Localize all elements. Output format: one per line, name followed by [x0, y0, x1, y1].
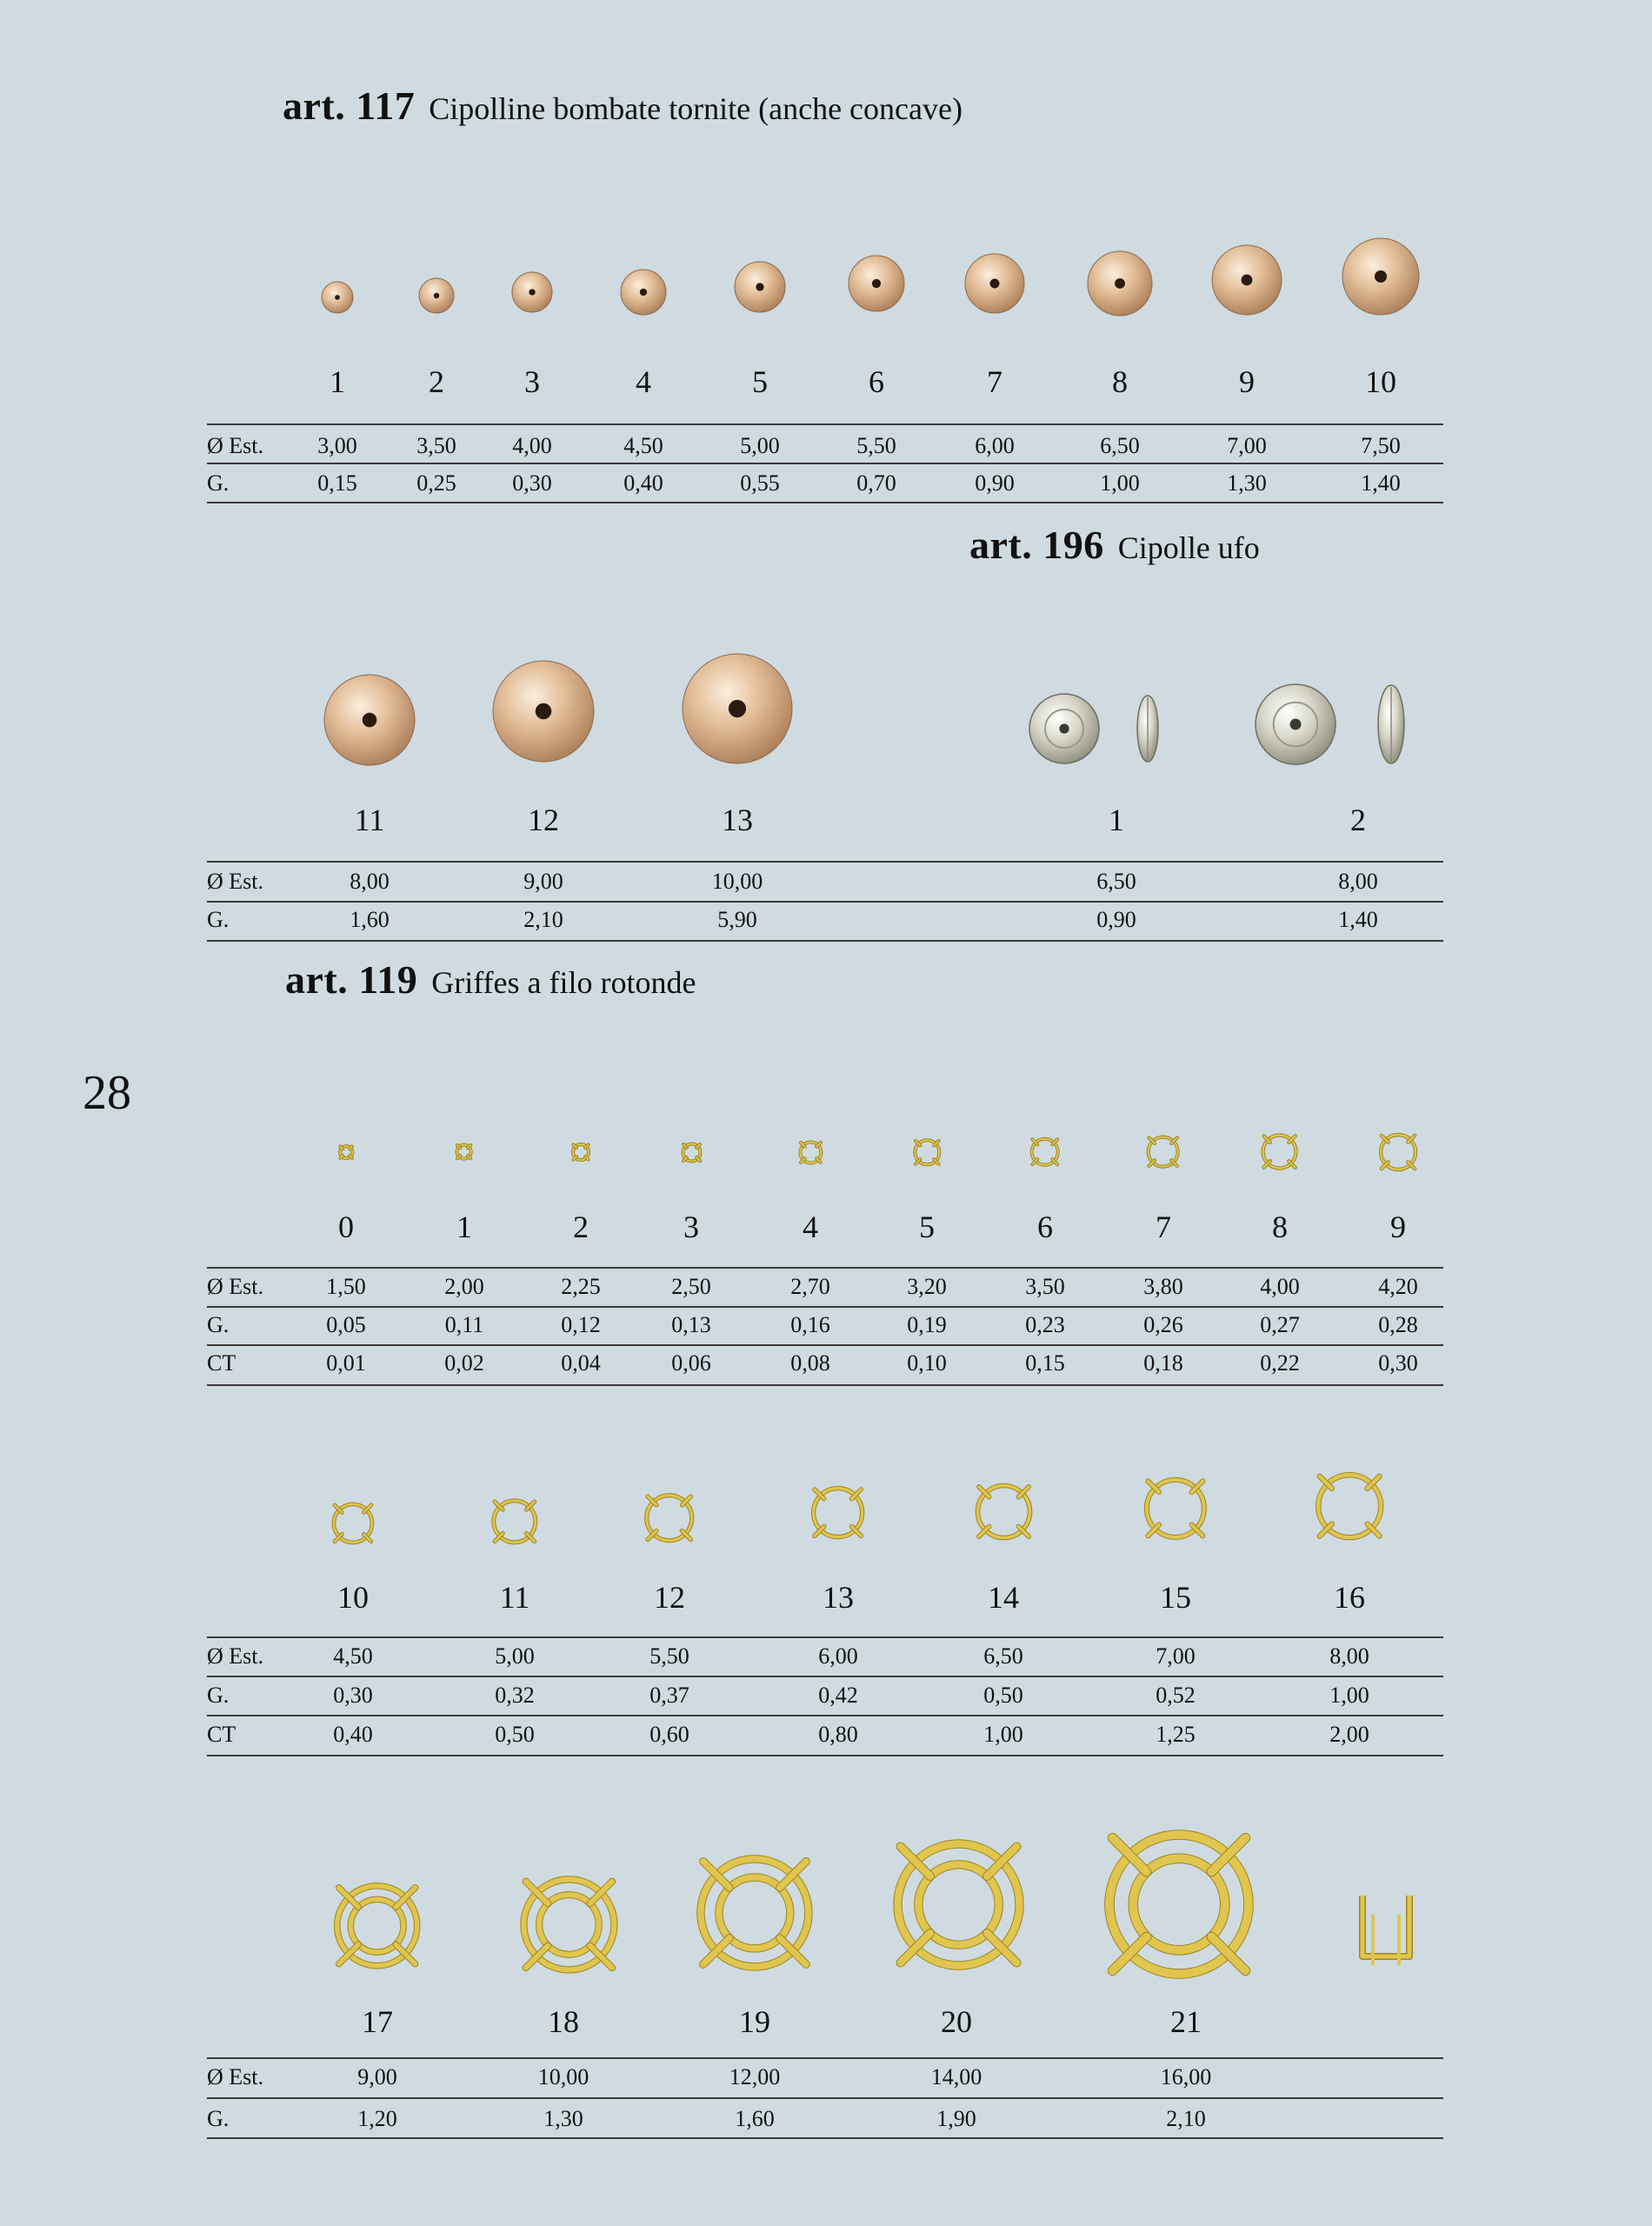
ct-value: 0,01 [326, 1350, 366, 1376]
g-value: 0,12 [561, 1312, 601, 1337]
item-number: 5 [919, 1210, 935, 1244]
wire-setting-icon [1256, 1128, 1303, 1176]
table-rule [207, 1344, 1443, 1346]
g-value: 0,11 [444, 1312, 484, 1337]
g-value: 0,15 [317, 470, 357, 496]
item-number: 2 [429, 364, 444, 399]
wire-setting-icon [1142, 1130, 1184, 1173]
g-value: 1,20 [357, 2106, 397, 2131]
item-number: 16 [1334, 1580, 1365, 1615]
est-value: 3,20 [907, 1274, 947, 1299]
g-value: 1,00 [1100, 470, 1140, 496]
item-number: 2 [573, 1210, 589, 1244]
g-value: 0,23 [1025, 1312, 1065, 1337]
heading-art196 [969, 522, 1260, 568]
item-number: 11 [499, 1580, 530, 1615]
ct-value: 0,30 [1378, 1350, 1418, 1376]
row-label: CT [207, 1350, 236, 1376]
est-value: 4,00 [512, 433, 552, 458]
row-label: Ø Est. [207, 869, 263, 894]
article-code: art. 196 [969, 523, 1104, 567]
article-description: Cipolline bombate tornite (anche concave) [429, 91, 963, 126]
g-value: 0,40 [623, 470, 663, 496]
item-number: 12 [654, 1580, 685, 1615]
rose-bead-icon [1210, 243, 1283, 317]
item-number: 4 [803, 1210, 818, 1244]
row-label: G. [207, 907, 230, 932]
rose-bead-icon [963, 252, 1026, 315]
g-value: 0,16 [790, 1312, 830, 1337]
est-value: 4,50 [333, 1643, 373, 1669]
est-value: 12,00 [729, 2064, 781, 2089]
est-value: 3,80 [1143, 1274, 1183, 1299]
rose-bead-icon [323, 673, 416, 767]
table-rule [207, 2057, 1443, 2059]
rose-bead-icon [847, 254, 906, 313]
table-rule [207, 1676, 1443, 1677]
wire-setting-icon [1078, 1803, 1280, 2005]
rose-bead-icon [681, 652, 794, 765]
ct-value: 0,50 [495, 1722, 535, 1747]
g-value: 1,90 [936, 2106, 976, 2131]
table-rule [207, 1715, 1443, 1716]
est-value: 3,50 [416, 433, 456, 458]
g-value: 1,30 [1227, 470, 1267, 496]
item-number: 19 [739, 2004, 770, 2039]
g-value: 2,10 [523, 907, 563, 932]
est-value: 5,50 [856, 433, 896, 458]
est-value: 3,50 [1025, 1274, 1065, 1299]
est-value: 3,00 [317, 433, 357, 458]
item-number: 8 [1112, 364, 1128, 399]
table-rule [207, 2097, 1443, 2099]
est-value: 4,50 [623, 433, 663, 458]
row-label: G. [207, 470, 230, 496]
item-number: 20 [941, 2004, 972, 2039]
heading-art117 [283, 83, 963, 129]
wire-setting-icon [570, 1141, 592, 1163]
est-value: 5,00 [740, 433, 780, 458]
est-value: 6,00 [818, 1643, 858, 1669]
est-value: 10,00 [711, 869, 763, 894]
ct-value: 0,02 [444, 1350, 484, 1376]
rose-bead-icon [1086, 250, 1154, 317]
item-number: 1 [1109, 803, 1124, 837]
wire-setting-icon [503, 1859, 635, 1990]
wire-setting-icon [1373, 1127, 1423, 1177]
ct-value: 0,80 [818, 1722, 858, 1747]
g-value: 1,00 [1329, 1683, 1369, 1708]
item-number: 14 [988, 1580, 1019, 1615]
table-rule [207, 423, 1443, 425]
est-value: 5,00 [495, 1643, 535, 1669]
item-number: 1 [456, 1210, 472, 1244]
row-label: Ø Est. [207, 1643, 263, 1669]
item-number: 12 [528, 803, 559, 837]
wire-setting-icon [337, 1143, 355, 1161]
row-label: Ø Est. [207, 1274, 263, 1299]
item-number: 5 [752, 364, 768, 399]
g-value: 0,25 [416, 470, 456, 496]
wire-setting-icon [966, 1474, 1042, 1550]
wire-setting-icon [325, 1496, 381, 1551]
est-value: 4,20 [1378, 1274, 1418, 1299]
est-value: 4,00 [1260, 1274, 1300, 1299]
item-number: 9 [1239, 364, 1255, 399]
heading-art119 [285, 956, 696, 1003]
wire-setting-icon [1304, 1461, 1395, 1551]
g-value: 0,13 [671, 1312, 711, 1337]
item-number: 17 [362, 2004, 393, 2039]
item-number: 6 [1037, 1210, 1053, 1244]
g-value: 0,26 [1143, 1312, 1183, 1337]
est-value: 9,00 [523, 869, 563, 894]
item-number: 13 [823, 1580, 854, 1615]
item-number: 9 [1390, 1210, 1406, 1244]
article-description: Cipolle ufo [1117, 530, 1260, 565]
table-rule [207, 1267, 1443, 1269]
ufo-side-icon [1376, 683, 1406, 765]
item-number: 15 [1160, 1580, 1191, 1615]
table-rule [207, 1306, 1443, 1308]
g-value: 1,60 [350, 907, 390, 932]
ct-value: 0,10 [907, 1350, 947, 1376]
wire-setting-icon [676, 1835, 833, 1991]
ufo-side-icon [1136, 694, 1160, 763]
ct-value: 1,00 [983, 1722, 1023, 1747]
rose-bead-icon [510, 270, 554, 314]
table-rule [207, 2137, 1443, 2139]
ct-value: 0,06 [671, 1350, 711, 1376]
est-value: 14,00 [930, 2064, 983, 2089]
est-value: 6,50 [983, 1643, 1023, 1669]
table-rule [207, 463, 1443, 464]
u-setting-icon [1347, 1889, 1425, 1976]
g-value: 2,10 [1166, 2106, 1206, 2131]
g-value: 5,90 [717, 907, 757, 932]
item-number: 10 [1365, 364, 1396, 399]
item-number: 7 [1156, 1210, 1171, 1244]
ct-value: 0,60 [649, 1722, 689, 1747]
table-rule [207, 1755, 1443, 1756]
item-number: 21 [1170, 2004, 1202, 2039]
table-rule [207, 1636, 1443, 1638]
est-value: 7,00 [1227, 433, 1267, 458]
wire-setting-icon [1026, 1133, 1064, 1171]
table-rule [207, 940, 1443, 942]
table-rule [207, 1384, 1443, 1386]
wire-setting-icon [1134, 1467, 1217, 1550]
row-label: G. [207, 1683, 230, 1708]
item-number: 11 [354, 803, 385, 837]
est-value: 1,50 [326, 1274, 366, 1299]
item-number: 6 [869, 364, 884, 399]
item-number: 0 [338, 1210, 354, 1244]
est-value: 2,25 [561, 1274, 601, 1299]
item-number: 7 [987, 364, 1003, 399]
est-value: 8,00 [1329, 1643, 1369, 1669]
item-number: 18 [548, 2004, 579, 2039]
ct-value: 1,25 [1156, 1722, 1196, 1747]
est-value: 2,00 [444, 1274, 484, 1299]
g-value: 0,90 [1096, 907, 1136, 932]
est-value: 2,70 [790, 1274, 830, 1299]
rose-bead-icon [733, 260, 787, 314]
wire-setting-icon [636, 1485, 702, 1550]
article-code: art. 119 [285, 957, 418, 1002]
page-number: 28 [83, 1066, 131, 1120]
item-number: 8 [1272, 1210, 1288, 1244]
item-number: 10 [337, 1580, 369, 1615]
ct-value: 2,00 [1329, 1722, 1369, 1747]
wire-setting-icon [319, 1868, 435, 1983]
g-value: 0,52 [1156, 1683, 1196, 1708]
g-value: 0,28 [1378, 1312, 1418, 1337]
wire-setting-icon [679, 1140, 704, 1165]
item-number: 3 [524, 364, 540, 399]
wire-setting-icon [796, 1137, 826, 1168]
item-number: 3 [683, 1210, 699, 1244]
row-label: Ø Est. [207, 2064, 263, 2089]
item-number: 1 [330, 364, 345, 399]
item-number: 2 [1350, 803, 1366, 837]
article-code: art. 117 [283, 83, 416, 128]
g-value: 0,42 [818, 1683, 858, 1708]
est-value: 8,00 [350, 869, 390, 894]
g-value: 1,60 [735, 2106, 775, 2131]
g-value: 0,70 [856, 470, 896, 496]
est-value: 10,00 [537, 2064, 590, 2089]
g-value: 0,55 [740, 470, 780, 496]
est-value: 16,00 [1160, 2064, 1212, 2089]
wire-setting-icon [803, 1477, 873, 1548]
table-rule [207, 502, 1443, 503]
ufo-cap-icon [1028, 692, 1101, 765]
g-value: 0,27 [1260, 1312, 1300, 1337]
g-value: 1,40 [1361, 470, 1401, 496]
rose-bead-icon [1341, 237, 1421, 317]
est-value: 7,50 [1361, 433, 1401, 458]
ct-value: 0,22 [1260, 1350, 1300, 1376]
row-label: G. [207, 1312, 230, 1337]
g-value: 0,19 [907, 1312, 947, 1337]
g-value: 0,50 [983, 1683, 1023, 1708]
table-rule [207, 861, 1443, 863]
wire-setting-icon [870, 1816, 1047, 1993]
rose-bead-icon [320, 280, 355, 315]
est-value: 6,50 [1096, 869, 1136, 894]
row-label: CT [207, 1722, 236, 1747]
g-value: 0,37 [649, 1683, 689, 1708]
ufo-cap-icon [1254, 683, 1337, 766]
est-value: 8,00 [1338, 869, 1378, 894]
ct-value: 0,15 [1025, 1350, 1065, 1376]
rose-bead-icon [491, 659, 596, 763]
g-value: 0,05 [326, 1312, 366, 1337]
ct-value: 0,18 [1143, 1350, 1183, 1376]
est-value: 6,00 [975, 433, 1015, 458]
ct-value: 0,40 [333, 1722, 373, 1747]
wire-setting-icon [909, 1135, 945, 1170]
ct-value: 0,08 [790, 1350, 830, 1376]
ct-value: 0,04 [561, 1350, 601, 1376]
est-value: 5,50 [649, 1643, 689, 1669]
est-value: 7,00 [1156, 1643, 1196, 1669]
g-value: 1,40 [1338, 907, 1378, 932]
rose-bead-icon [417, 277, 456, 315]
est-value: 2,50 [671, 1274, 711, 1299]
row-label: G. [207, 2106, 230, 2131]
g-value: 0,32 [495, 1683, 535, 1708]
g-value: 1,30 [543, 2106, 583, 2131]
row-label: Ø Est. [207, 433, 263, 458]
wire-setting-icon [454, 1142, 474, 1162]
g-value: 0,90 [975, 470, 1015, 496]
rose-bead-icon [619, 268, 668, 317]
item-number: 13 [722, 803, 753, 837]
est-value: 9,00 [357, 2064, 397, 2089]
wire-setting-icon [484, 1491, 545, 1552]
g-value: 0,30 [512, 470, 552, 496]
article-description: Griffes a filo rotonde [431, 965, 696, 1000]
est-value: 6,50 [1100, 433, 1140, 458]
item-number: 4 [636, 364, 651, 399]
table-rule [207, 901, 1443, 903]
g-value: 0,30 [333, 1683, 373, 1708]
